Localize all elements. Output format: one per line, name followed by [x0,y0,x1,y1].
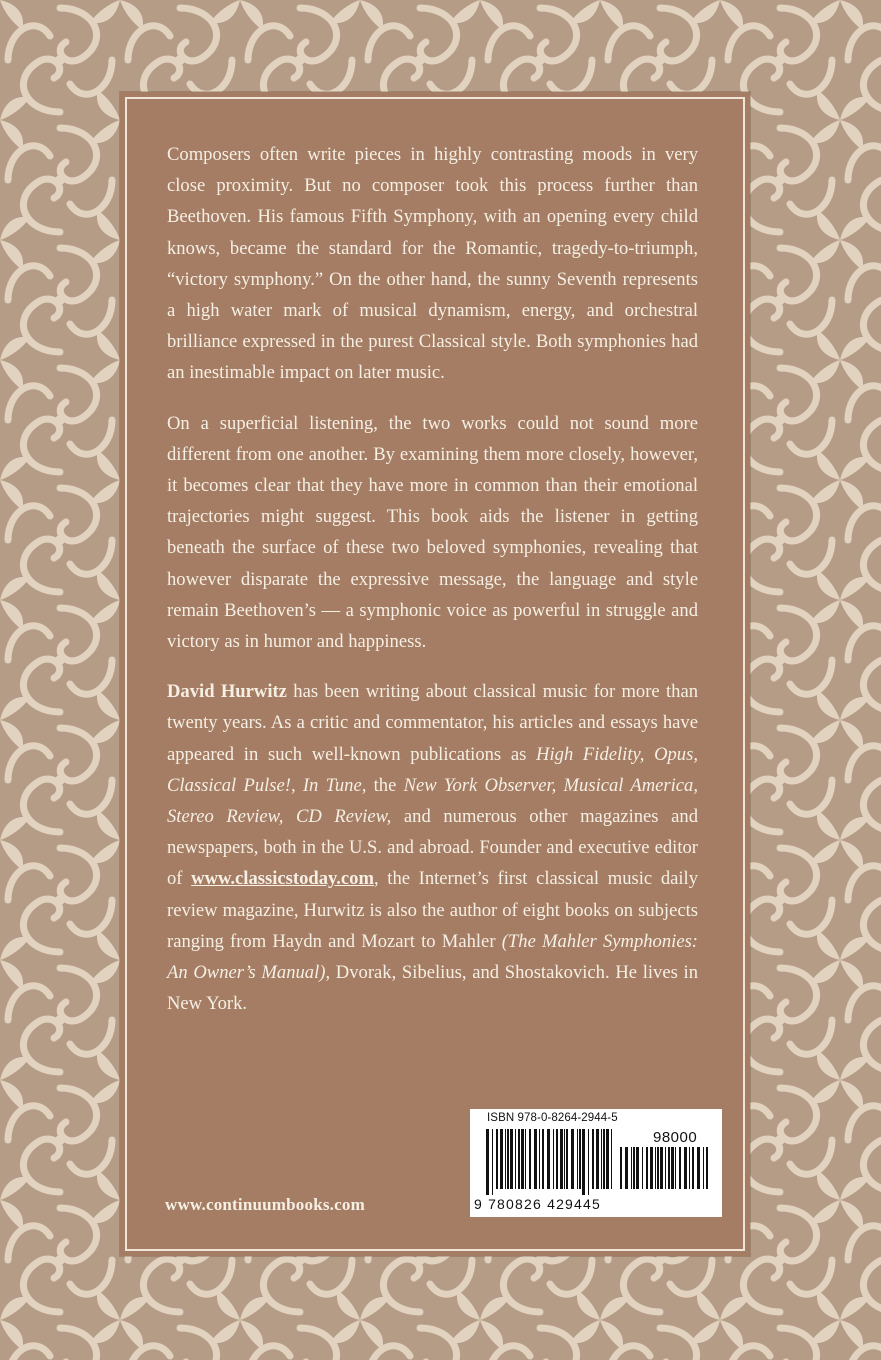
cover-text-block [167,139,698,1038]
bio-text-2: the [366,774,404,796]
description-paragraph-2: On a superficial listening, the two works could not sound more different from one another. By examining them more closely, however, it becomes clear that they have more in common than their emotional trajectories might suggest. This book aids the listener in getting beneath the surface of these two beloved symphonies, revealing that however disparate the expressive message, the language and style remain Beethoven’s — a symphonic voice as powerful in struggle and victory as in humor and happiness. [167,412,698,653]
author-name: David Hurwitz [167,681,287,703]
bio-text-5: , Dvorak, Sibelius, and Shostakovich. He lives in New York. [167,962,698,1015]
price-code: 98000 [653,1129,698,1146]
barcode-digits: 9 780826 429445 [474,1196,601,1212]
classicstoday-link[interactable]: www.classicstoday.com [191,868,374,890]
isbn-label: ISBN 978-0-8264-2944-5 [487,1112,618,1124]
isbn-barcode [470,1109,722,1217]
publication-list-1: High Fidelity, Opus, Classical Pulse!, In Tune, [167,743,698,796]
author-bio-paragraph [167,676,698,1019]
publisher-url[interactable]: www.continuumbooks.com [165,1195,365,1214]
publication-list-2: New York Observer, Musical America, Stereo Review, CD Review, [167,774,699,828]
barcode-bars-main [486,1129,614,1195]
description-paragraph-1: Composers often write pieces in highly contrasting moods in very close proximity. But no composer took this process further than Beethoven. His famous Fifth Symphony, with an opening every child knows, became the standard for the Romantic, tragedy-to-triumph, “victory symphony.” On the other hand, the sunny Seventh represents a high water mark of musical dynamism, energy, and orchestral brilliance expressed in the purest Classical style. Both symphonies had an inestimable impact on later music. [167,144,698,384]
text-panel [120,92,750,1256]
mahler-book-title: (The Mahler Symphonies: An Owner’s Manual) [167,930,698,984]
bio-text-1: has been writing about classical music for more than twenty years. As a critic and commentator, his articles and essays have appeared in such well-known publications as [167,681,698,765]
barcode-bars-addon [620,1147,710,1211]
bio-text-3: and numerous other magazines and newspapers, both in the U.S. and abroad. Founder and executive editor of [167,806,698,890]
bio-text-4: , the Internet’s first classical music daily review magazine, Hurwitz is also the author of eight books on subjects ranging from Haydn and Mozart to Mahler [167,868,698,952]
